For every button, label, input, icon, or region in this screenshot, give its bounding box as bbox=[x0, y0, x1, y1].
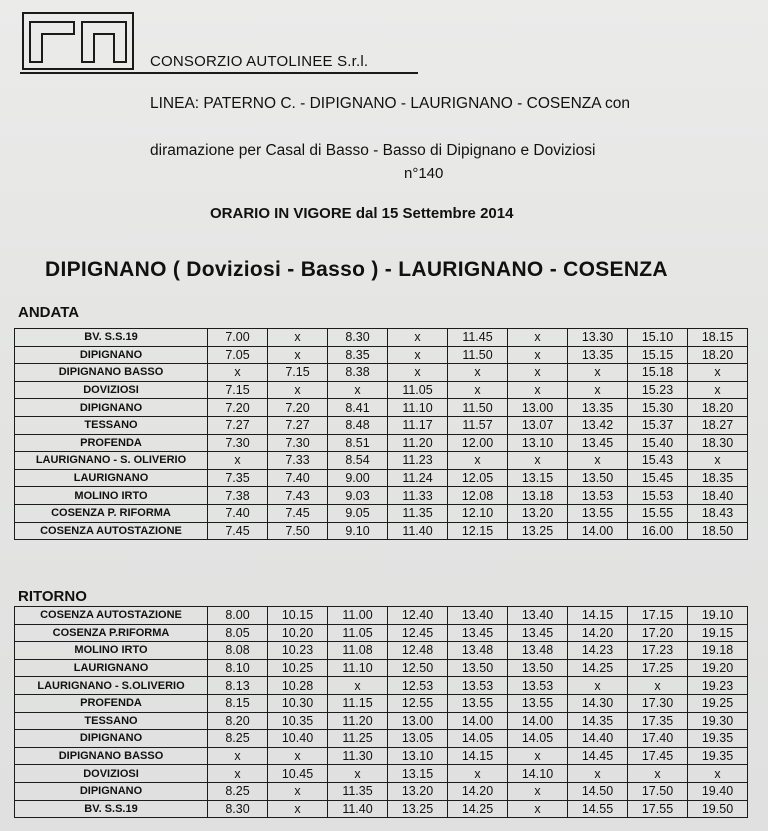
time-cell: x bbox=[268, 747, 328, 765]
table-row bbox=[15, 399, 748, 417]
time-cell: 18.20 bbox=[688, 399, 748, 417]
ritorno-heading: RITORNO bbox=[18, 588, 87, 605]
time-cell: 14.45 bbox=[568, 747, 628, 765]
time-cell: 11.00 bbox=[328, 607, 388, 625]
time-cell: 14.25 bbox=[448, 800, 508, 818]
time-cell: 13.25 bbox=[508, 522, 568, 540]
time-cell: 14.00 bbox=[568, 522, 628, 540]
time-cell: 14.40 bbox=[568, 730, 628, 748]
time-cell: x bbox=[508, 782, 568, 800]
time-cell: 13.15 bbox=[508, 469, 568, 487]
table-row bbox=[15, 730, 748, 748]
time-cell: 8.15 bbox=[208, 694, 268, 712]
time-cell: 14.23 bbox=[568, 642, 628, 660]
time-cell: 10.40 bbox=[268, 730, 328, 748]
stop-name: COSENZA AUTOSTAZIONE bbox=[15, 607, 208, 625]
table-row bbox=[15, 504, 748, 522]
time-cell: x bbox=[208, 747, 268, 765]
time-cell: 10.15 bbox=[268, 607, 328, 625]
time-cell: 14.20 bbox=[568, 624, 628, 642]
time-cell: 14.50 bbox=[568, 782, 628, 800]
time-cell: 13.10 bbox=[508, 434, 568, 452]
time-cell: x bbox=[388, 329, 448, 347]
time-cell: 8.13 bbox=[208, 677, 268, 695]
time-cell: 12.45 bbox=[388, 624, 448, 642]
time-cell: 11.57 bbox=[448, 416, 508, 434]
time-cell: 14.00 bbox=[448, 712, 508, 730]
stop-name: DIPIGNANO bbox=[15, 346, 208, 364]
time-cell: 12.53 bbox=[388, 677, 448, 695]
time-cell: 8.25 bbox=[208, 730, 268, 748]
stop-name: TESSANO bbox=[15, 712, 208, 730]
time-cell: x bbox=[388, 364, 448, 382]
time-cell: 7.33 bbox=[268, 452, 328, 470]
time-cell: 13.20 bbox=[508, 504, 568, 522]
time-cell: 19.20 bbox=[688, 659, 748, 677]
table-row bbox=[15, 469, 748, 487]
time-cell: 8.38 bbox=[328, 364, 388, 382]
time-cell: 7.45 bbox=[268, 504, 328, 522]
time-cell: x bbox=[208, 364, 268, 382]
time-cell: 9.03 bbox=[328, 487, 388, 505]
time-cell: x bbox=[628, 677, 688, 695]
time-cell: 11.24 bbox=[388, 469, 448, 487]
time-cell: 15.30 bbox=[628, 399, 688, 417]
time-cell: x bbox=[508, 381, 568, 399]
line-number: n°140 bbox=[404, 165, 444, 182]
time-cell: 14.35 bbox=[568, 712, 628, 730]
stop-name: BV. S.S.19 bbox=[15, 800, 208, 818]
time-cell: x bbox=[328, 677, 388, 695]
time-cell: 14.15 bbox=[568, 607, 628, 625]
time-cell: 10.45 bbox=[268, 765, 328, 783]
time-cell: x bbox=[568, 381, 628, 399]
stop-name: LAURIGNANO bbox=[15, 659, 208, 677]
time-cell: 13.30 bbox=[568, 329, 628, 347]
time-cell: x bbox=[208, 765, 268, 783]
time-cell: 13.55 bbox=[448, 694, 508, 712]
stop-name: BV. S.S.19 bbox=[15, 329, 208, 347]
time-cell: 13.15 bbox=[388, 765, 448, 783]
time-cell: x bbox=[268, 800, 328, 818]
time-cell: 12.48 bbox=[388, 642, 448, 660]
time-cell: 11.05 bbox=[388, 381, 448, 399]
stop-name: DIPIGNANO bbox=[15, 399, 208, 417]
time-cell: x bbox=[448, 364, 508, 382]
time-cell: 11.35 bbox=[388, 504, 448, 522]
time-cell: 14.05 bbox=[508, 730, 568, 748]
time-cell: x bbox=[568, 364, 628, 382]
time-cell: x bbox=[628, 765, 688, 783]
time-cell: 7.38 bbox=[208, 487, 268, 505]
time-cell: 14.15 bbox=[448, 747, 508, 765]
andata-heading: ANDATA bbox=[18, 304, 80, 321]
ritorno-table bbox=[14, 606, 748, 818]
time-cell: 13.40 bbox=[508, 607, 568, 625]
time-cell: 19.30 bbox=[688, 712, 748, 730]
time-cell: 19.35 bbox=[688, 747, 748, 765]
time-cell: 18.20 bbox=[688, 346, 748, 364]
time-cell: 9.10 bbox=[328, 522, 388, 540]
time-cell: 8.54 bbox=[328, 452, 388, 470]
time-cell: 17.45 bbox=[628, 747, 688, 765]
stop-name: LAURIGNANO - S. OLIVERIO bbox=[15, 452, 208, 470]
table-row bbox=[15, 694, 748, 712]
time-cell: 17.35 bbox=[628, 712, 688, 730]
table-row bbox=[15, 642, 748, 660]
time-cell: 13.55 bbox=[568, 504, 628, 522]
table-row bbox=[15, 381, 748, 399]
line-title: LINEA: PATERNO C. - DIPIGNANO - LAURIGNANO - COSENZA con bbox=[150, 95, 631, 112]
time-cell: x bbox=[568, 677, 628, 695]
time-cell: 13.07 bbox=[508, 416, 568, 434]
time-cell: 7.45 bbox=[208, 522, 268, 540]
table-row bbox=[15, 712, 748, 730]
time-cell: 13.20 bbox=[388, 782, 448, 800]
time-cell: 13.42 bbox=[568, 416, 628, 434]
time-cell: x bbox=[508, 800, 568, 818]
stop-name: LAURIGNANO bbox=[15, 469, 208, 487]
table-row bbox=[15, 346, 748, 364]
time-cell: 13.45 bbox=[448, 624, 508, 642]
time-cell: 8.30 bbox=[208, 800, 268, 818]
time-cell: 12.08 bbox=[448, 487, 508, 505]
time-cell: x bbox=[268, 782, 328, 800]
time-cell: 19.25 bbox=[688, 694, 748, 712]
time-cell: 11.08 bbox=[328, 642, 388, 660]
time-cell: 12.05 bbox=[448, 469, 508, 487]
time-cell: x bbox=[568, 452, 628, 470]
table-row bbox=[15, 522, 748, 540]
time-cell: x bbox=[208, 452, 268, 470]
time-cell: 17.15 bbox=[628, 607, 688, 625]
time-cell: 15.10 bbox=[628, 329, 688, 347]
time-cell: 13.50 bbox=[448, 659, 508, 677]
time-cell: 15.18 bbox=[628, 364, 688, 382]
time-cell: 13.05 bbox=[388, 730, 448, 748]
stop-name: DOVIZIOSI bbox=[15, 765, 208, 783]
time-cell: 8.25 bbox=[208, 782, 268, 800]
time-cell: 19.18 bbox=[688, 642, 748, 660]
time-cell: 13.18 bbox=[508, 487, 568, 505]
time-cell: 17.40 bbox=[628, 730, 688, 748]
time-cell: 15.55 bbox=[628, 504, 688, 522]
andata-table bbox=[14, 328, 748, 540]
time-cell: 19.23 bbox=[688, 677, 748, 695]
time-cell: x bbox=[448, 765, 508, 783]
time-cell: 7.20 bbox=[268, 399, 328, 417]
time-cell: 8.00 bbox=[208, 607, 268, 625]
time-cell: 14.00 bbox=[508, 712, 568, 730]
time-cell: x bbox=[688, 452, 748, 470]
time-cell: x bbox=[508, 364, 568, 382]
time-cell: 9.00 bbox=[328, 469, 388, 487]
time-cell: 14.10 bbox=[508, 765, 568, 783]
time-cell: 8.05 bbox=[208, 624, 268, 642]
stop-name: DOVIZIOSI bbox=[15, 381, 208, 399]
time-cell: x bbox=[508, 329, 568, 347]
route-title: DIPIGNANO ( Doviziosi - Basso ) - LAURIGNANO - COSENZA bbox=[45, 258, 668, 281]
time-cell: 13.00 bbox=[388, 712, 448, 730]
time-cell: 10.30 bbox=[268, 694, 328, 712]
time-cell: 8.51 bbox=[328, 434, 388, 452]
table-row bbox=[15, 452, 748, 470]
time-cell: 13.48 bbox=[448, 642, 508, 660]
time-cell: 15.23 bbox=[628, 381, 688, 399]
time-cell: 13.00 bbox=[508, 399, 568, 417]
stop-name: PROFENDA bbox=[15, 434, 208, 452]
time-cell: 13.45 bbox=[568, 434, 628, 452]
time-cell: x bbox=[268, 329, 328, 347]
time-cell: 17.20 bbox=[628, 624, 688, 642]
time-cell: 19.40 bbox=[688, 782, 748, 800]
time-cell: 18.30 bbox=[688, 434, 748, 452]
time-cell: 19.10 bbox=[688, 607, 748, 625]
time-cell: 7.27 bbox=[268, 416, 328, 434]
time-cell: 13.53 bbox=[508, 677, 568, 695]
table-row bbox=[15, 416, 748, 434]
time-cell: 13.45 bbox=[508, 624, 568, 642]
stop-name: TESSANO bbox=[15, 416, 208, 434]
time-cell: 11.33 bbox=[388, 487, 448, 505]
time-cell: 13.35 bbox=[568, 399, 628, 417]
time-cell: 19.50 bbox=[688, 800, 748, 818]
time-cell: 10.20 bbox=[268, 624, 328, 642]
company-logo bbox=[22, 12, 134, 70]
table-row bbox=[15, 364, 748, 382]
time-cell: 12.50 bbox=[388, 659, 448, 677]
time-cell: 7.15 bbox=[268, 364, 328, 382]
time-cell: 10.28 bbox=[268, 677, 328, 695]
time-cell: 9.05 bbox=[328, 504, 388, 522]
time-cell: 14.55 bbox=[568, 800, 628, 818]
time-cell: 12.10 bbox=[448, 504, 508, 522]
time-cell: 13.53 bbox=[448, 677, 508, 695]
time-cell: 15.40 bbox=[628, 434, 688, 452]
time-cell: 11.15 bbox=[328, 694, 388, 712]
stop-name: COSENZA P. RIFORMA bbox=[15, 504, 208, 522]
table-row bbox=[15, 747, 748, 765]
stop-name: PROFENDA bbox=[15, 694, 208, 712]
time-cell: 8.08 bbox=[208, 642, 268, 660]
time-cell: x bbox=[568, 765, 628, 783]
time-cell: x bbox=[268, 346, 328, 364]
table-row bbox=[15, 487, 748, 505]
time-cell: 11.40 bbox=[328, 800, 388, 818]
time-cell: 8.10 bbox=[208, 659, 268, 677]
time-cell: x bbox=[328, 765, 388, 783]
time-cell: 7.27 bbox=[208, 416, 268, 434]
time-cell: 10.25 bbox=[268, 659, 328, 677]
time-cell: 13.53 bbox=[568, 487, 628, 505]
time-cell: 13.50 bbox=[508, 659, 568, 677]
time-cell: 7.30 bbox=[208, 434, 268, 452]
time-cell: 18.35 bbox=[688, 469, 748, 487]
time-cell: 14.20 bbox=[448, 782, 508, 800]
time-cell: 19.15 bbox=[688, 624, 748, 642]
time-cell: 17.25 bbox=[628, 659, 688, 677]
time-cell: 11.50 bbox=[448, 346, 508, 364]
stop-name: MOLINO IRTO bbox=[15, 642, 208, 660]
time-cell: 7.05 bbox=[208, 346, 268, 364]
time-cell: 14.25 bbox=[568, 659, 628, 677]
table-row bbox=[15, 765, 748, 783]
stop-name: MOLINO IRTO bbox=[15, 487, 208, 505]
time-cell: 11.25 bbox=[328, 730, 388, 748]
time-cell: 12.40 bbox=[388, 607, 448, 625]
time-cell: 7.40 bbox=[208, 504, 268, 522]
time-cell: 15.45 bbox=[628, 469, 688, 487]
time-cell: 11.05 bbox=[328, 624, 388, 642]
time-cell: 8.30 bbox=[328, 329, 388, 347]
header-divider bbox=[20, 72, 418, 74]
time-cell: 17.50 bbox=[628, 782, 688, 800]
stop-name: COSENZA P.RIFORMA bbox=[15, 624, 208, 642]
time-cell: 12.00 bbox=[448, 434, 508, 452]
time-cell: 7.50 bbox=[268, 522, 328, 540]
time-cell: 16.00 bbox=[628, 522, 688, 540]
time-cell: 7.20 bbox=[208, 399, 268, 417]
time-cell: 18.27 bbox=[688, 416, 748, 434]
time-cell: 7.43 bbox=[268, 487, 328, 505]
time-cell: 7.30 bbox=[268, 434, 328, 452]
time-cell: x bbox=[688, 381, 748, 399]
time-cell: 13.10 bbox=[388, 747, 448, 765]
time-cell: 18.43 bbox=[688, 504, 748, 522]
table-row bbox=[15, 659, 748, 677]
time-cell: 19.35 bbox=[688, 730, 748, 748]
time-cell: 7.40 bbox=[268, 469, 328, 487]
time-cell: 11.20 bbox=[388, 434, 448, 452]
table-row bbox=[15, 329, 748, 347]
time-cell: 13.50 bbox=[568, 469, 628, 487]
stop-name: DIPIGNANO bbox=[15, 730, 208, 748]
table-row bbox=[15, 434, 748, 452]
time-cell: 11.10 bbox=[388, 399, 448, 417]
time-cell: 11.30 bbox=[328, 747, 388, 765]
time-cell: 11.17 bbox=[388, 416, 448, 434]
time-cell: 10.23 bbox=[268, 642, 328, 660]
time-cell: 8.35 bbox=[328, 346, 388, 364]
time-cell: 15.37 bbox=[628, 416, 688, 434]
time-cell: 18.50 bbox=[688, 522, 748, 540]
time-cell: 13.40 bbox=[448, 607, 508, 625]
time-cell: x bbox=[508, 452, 568, 470]
time-cell: 7.15 bbox=[208, 381, 268, 399]
time-cell: 11.20 bbox=[328, 712, 388, 730]
line-branch: diramazione per Casal di Basso - Basso di Dipignano e Doviziosi bbox=[150, 142, 596, 159]
time-cell: 15.43 bbox=[628, 452, 688, 470]
table-row bbox=[15, 624, 748, 642]
time-cell: x bbox=[508, 346, 568, 364]
time-cell: 14.05 bbox=[448, 730, 508, 748]
time-cell: x bbox=[448, 452, 508, 470]
time-cell: 8.48 bbox=[328, 416, 388, 434]
time-cell: 8.20 bbox=[208, 712, 268, 730]
time-cell: x bbox=[388, 346, 448, 364]
time-cell: 15.15 bbox=[628, 346, 688, 364]
time-cell: 17.30 bbox=[628, 694, 688, 712]
time-cell: 11.40 bbox=[388, 522, 448, 540]
stop-name: DIPIGNANO BASSO bbox=[15, 747, 208, 765]
time-cell: 18.15 bbox=[688, 329, 748, 347]
time-cell: 8.41 bbox=[328, 399, 388, 417]
stop-name: LAURIGNANO - S.OLIVERIO bbox=[15, 677, 208, 695]
time-cell: 13.55 bbox=[508, 694, 568, 712]
time-cell: 12.15 bbox=[448, 522, 508, 540]
stop-name: COSENZA AUTOSTAZIONE bbox=[15, 522, 208, 540]
table-row bbox=[15, 800, 748, 818]
time-cell: 7.00 bbox=[208, 329, 268, 347]
company-name: CONSORZIO AUTOLINEE S.r.l. bbox=[150, 53, 369, 70]
table-row bbox=[15, 607, 748, 625]
time-cell: x bbox=[268, 381, 328, 399]
time-cell: 13.25 bbox=[388, 800, 448, 818]
time-cell: 11.23 bbox=[388, 452, 448, 470]
time-cell: 15.53 bbox=[628, 487, 688, 505]
time-cell: 7.35 bbox=[208, 469, 268, 487]
validity-date: ORARIO IN VIGORE dal 15 Settembre 2014 bbox=[210, 205, 514, 222]
time-cell: 11.10 bbox=[328, 659, 388, 677]
time-cell: 11.35 bbox=[328, 782, 388, 800]
time-cell: 11.50 bbox=[448, 399, 508, 417]
time-cell: 18.40 bbox=[688, 487, 748, 505]
time-cell: 17.23 bbox=[628, 642, 688, 660]
table-row bbox=[15, 677, 748, 695]
time-cell: 12.55 bbox=[388, 694, 448, 712]
time-cell: 11.45 bbox=[448, 329, 508, 347]
time-cell: x bbox=[328, 381, 388, 399]
time-cell: 10.35 bbox=[268, 712, 328, 730]
time-cell: x bbox=[508, 747, 568, 765]
time-cell: 14.30 bbox=[568, 694, 628, 712]
stop-name: DIPIGNANO bbox=[15, 782, 208, 800]
time-cell: 13.48 bbox=[508, 642, 568, 660]
time-cell: x bbox=[448, 381, 508, 399]
table-row bbox=[15, 782, 748, 800]
time-cell: 13.35 bbox=[568, 346, 628, 364]
time-cell: x bbox=[688, 364, 748, 382]
time-cell: x bbox=[688, 765, 748, 783]
stop-name: DIPIGNANO BASSO bbox=[15, 364, 208, 382]
time-cell: 17.55 bbox=[628, 800, 688, 818]
